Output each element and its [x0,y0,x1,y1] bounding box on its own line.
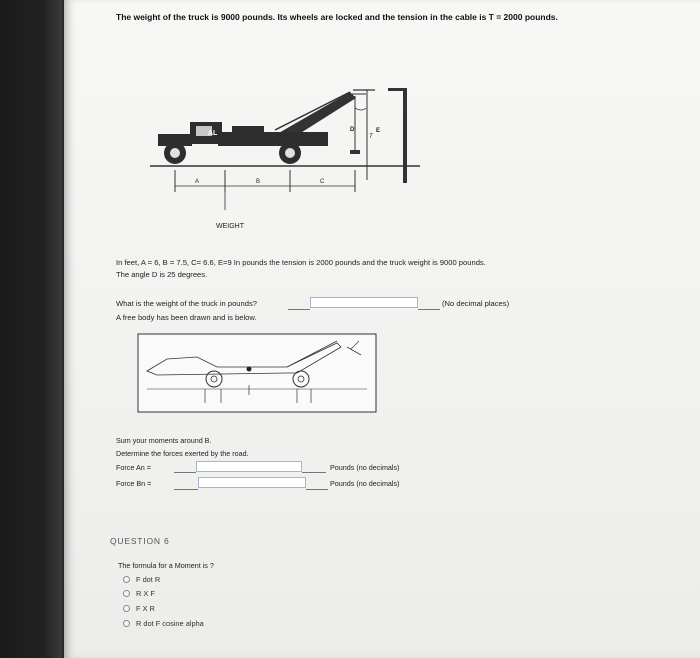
answer-underline [418,309,440,310]
force-an-unit-hint: Pounds (no decimals) [330,463,400,472]
label-a: A [195,179,200,185]
sum-moments-instruction: Sum your moments around B. [116,436,212,445]
option-label: F X R [136,604,155,613]
label-b: B [256,179,261,185]
weight-answer-hint: (No decimal places) [442,299,510,308]
question-text: The weight of the truck is 9000 pounds. Its wheels are locked and the tension in the cable is T = 2000 pounds. [116,12,558,22]
free-body-diagram [137,333,377,413]
option-label: R dot F cosine alpha [136,619,204,628]
label-d: D [350,127,355,133]
option-label: R X F [136,589,155,598]
answer-underline [174,472,196,473]
question-page [64,0,700,658]
label-c: C [320,179,325,185]
answer-underline [174,489,198,490]
label-t: T [369,134,373,140]
label-e: E [376,128,381,134]
determine-forces-instruction: Determine the forces exerted by the road. [116,449,249,458]
truck-diagram [150,80,430,240]
option-radio[interactable] [123,590,130,597]
tow-truck-drawing [150,88,420,210]
force-an-label: Force An = [116,463,151,472]
free-body-note: A free body has been drawn and is below. [116,313,257,322]
question-6-heading: QUESTION 6 [110,536,170,546]
given-values-line-2: The angle D is 25 degrees. [116,270,208,279]
option-label: F dot R [136,575,161,584]
option-radio[interactable] [123,620,130,627]
force-bn-label: Force Bn = [116,479,152,488]
force-an-input[interactable] [196,461,302,472]
weight-answer-input[interactable] [310,297,418,308]
answer-underline [288,309,310,310]
question-6-prompt: The formula for a Moment is ? [118,561,214,570]
force-bn-input[interactable] [198,477,306,488]
force-bn-unit-hint: Pounds (no decimals) [330,479,400,488]
weight-question-label: What is the weight of the truck in pounds? [116,299,257,308]
option-radio[interactable] [123,605,130,612]
answer-underline [306,489,328,490]
dark-sidebar-strip [0,0,62,658]
truck-logo-label: AL [208,130,218,137]
weight-label: WEIGHT [216,223,244,230]
answer-underline [302,472,326,473]
option-radio[interactable] [123,576,130,583]
given-values-line-1: In feet, A = 6, B = 7.5, C= 6.6, E=9 In pounds the tension is 2000 pounds and the truck weight is 9000 pounds. [116,258,486,267]
